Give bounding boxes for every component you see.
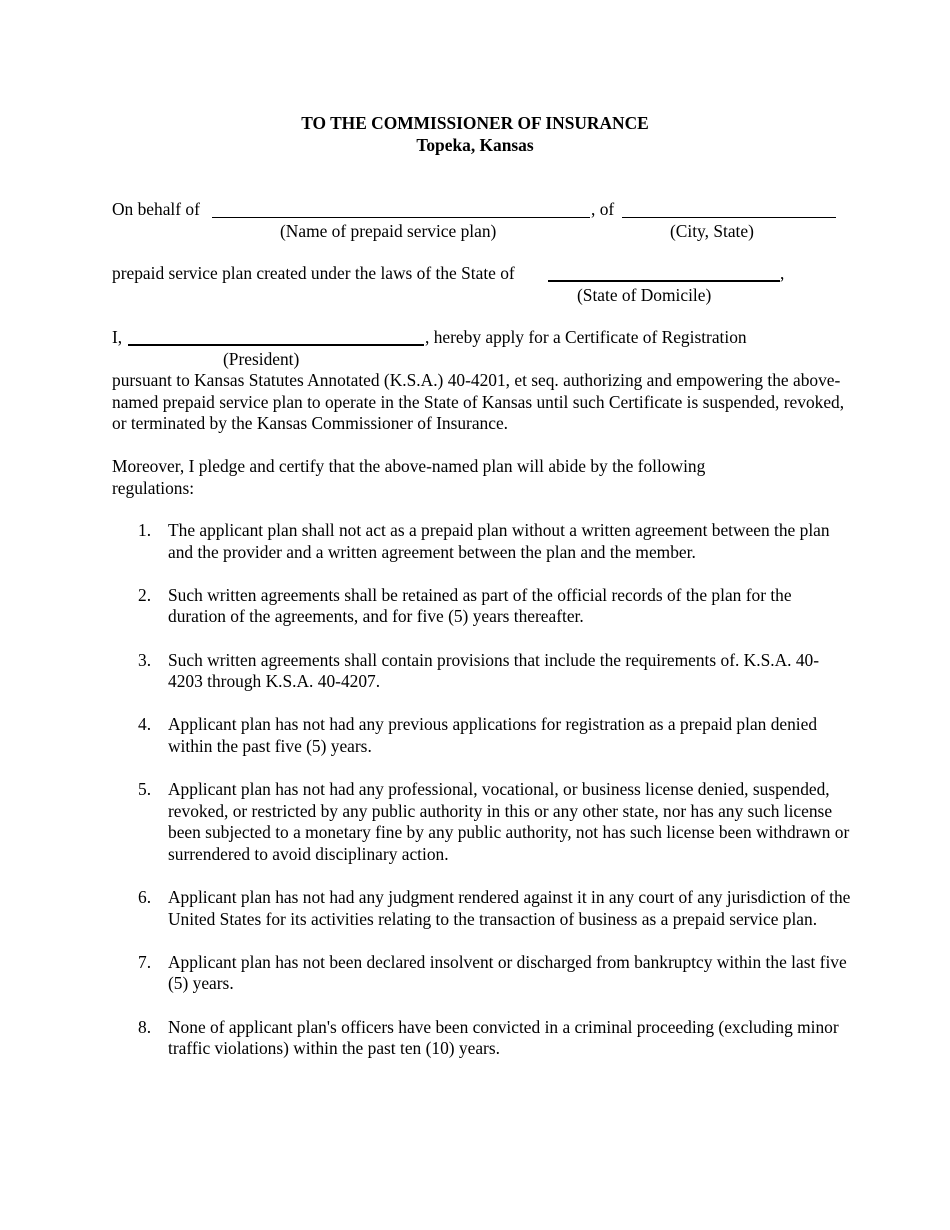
- president-caption: (President): [223, 349, 300, 369]
- document-subtitle: Topeka, Kansas: [416, 135, 534, 155]
- state-of-domicile-field[interactable]: [550, 262, 778, 282]
- list-item: [112, 520, 852, 563]
- list-item-text: None of applicant plan's officers have been convicted in a criminal proceeding (excluding minor traffic violations) within the past ten (10) years.: [168, 1016, 839, 1059]
- list-item-text: The applicant plan shall not act as a prepaid plan without a written agreement between the plan and the provider and a written agreement between the plan and the member.: [168, 520, 830, 562]
- list-item: [112, 585, 852, 628]
- list-item: [112, 1017, 852, 1060]
- document-title: TO THE COMMISSIONER OF INSURANCE: [301, 113, 649, 133]
- domicile-comma: ,: [780, 263, 785, 283]
- list-item-number: 8.: [138, 1016, 152, 1037]
- plan-name-field[interactable]: [214, 199, 588, 219]
- city-state-field[interactable]: [624, 199, 834, 219]
- list-item: [112, 650, 852, 693]
- regulations-list: [112, 520, 852, 1081]
- list-item-number: 1.: [138, 520, 152, 540]
- list-item-number: 2.: [138, 584, 152, 605]
- list-item-text: Such written agreements shall contain provisions that include the requirements of. K.S.A. 40-4203 through K.S.A. 40-4207.: [168, 649, 820, 692]
- list-item: [112, 952, 852, 995]
- list-item-number: 5.: [138, 779, 152, 800]
- list-item-text: Applicant plan has not had any professional, vocational, or business license denied, suspended, revoked, or restricted by any public authority in this or any other state, nor has any such license been subjected to a monetary fine by any public authority, not has such license been withdrawn or surrendered to avoid disciplinary action.: [168, 779, 850, 864]
- domicile-caption: (State of Domicile): [577, 285, 712, 305]
- list-item-number: 7.: [138, 951, 152, 972]
- list-item-number: 6.: [138, 887, 152, 908]
- list-item-text: Applicant plan has not had any previous applications for registration as a prepaid plan denied within the past five (5) years.: [168, 714, 818, 756]
- president-name-field[interactable]: [130, 326, 422, 346]
- on-behalf-of-label: On behalf of: [112, 199, 200, 219]
- pursuant-paragraph: pursuant to Kansas Statutes Annotated (K.S.A.) 40-4201, et seq. authorizing and empowering the above-named prepaid service plan to operate in the State of Kansas until such Certificate is suspended, revoked, or terminated by the Kansas Commissioner of Insurance.: [112, 370, 845, 434]
- apply-text: , hereby apply for a Certificate of Registration: [425, 327, 747, 347]
- list-item-text: Applicant plan has not been declared insolvent or discharged from bankruptcy within the last five (5) years.: [168, 951, 847, 994]
- plan-name-caption: (Name of prepaid service plan): [280, 221, 497, 241]
- city-state-caption: (City, State): [670, 221, 754, 241]
- list-item-number: 3.: [138, 649, 152, 670]
- of-separator: , of: [591, 199, 615, 219]
- list-item-text: Such written agreements shall be retained as part of the official records of the plan for the duration of the agreements, and for five (5) years thereafter.: [168, 584, 792, 627]
- list-item: [112, 779, 852, 865]
- list-item: [112, 714, 852, 757]
- list-item: [112, 887, 852, 930]
- list-item-number: 4.: [138, 714, 152, 735]
- laws-of-state-label: prepaid service plan created under the laws of the State of: [112, 263, 515, 283]
- moreover-paragraph: Moreover, I pledge and certify that the above-named plan will abide by the following regulations:: [112, 456, 706, 498]
- list-item-text: Applicant plan has not had any judgment rendered against it in any court of any jurisdiction of the United States for its activities relating to the transaction of business as a prepaid service plan.: [168, 887, 851, 929]
- i-label: I,: [112, 327, 123, 347]
